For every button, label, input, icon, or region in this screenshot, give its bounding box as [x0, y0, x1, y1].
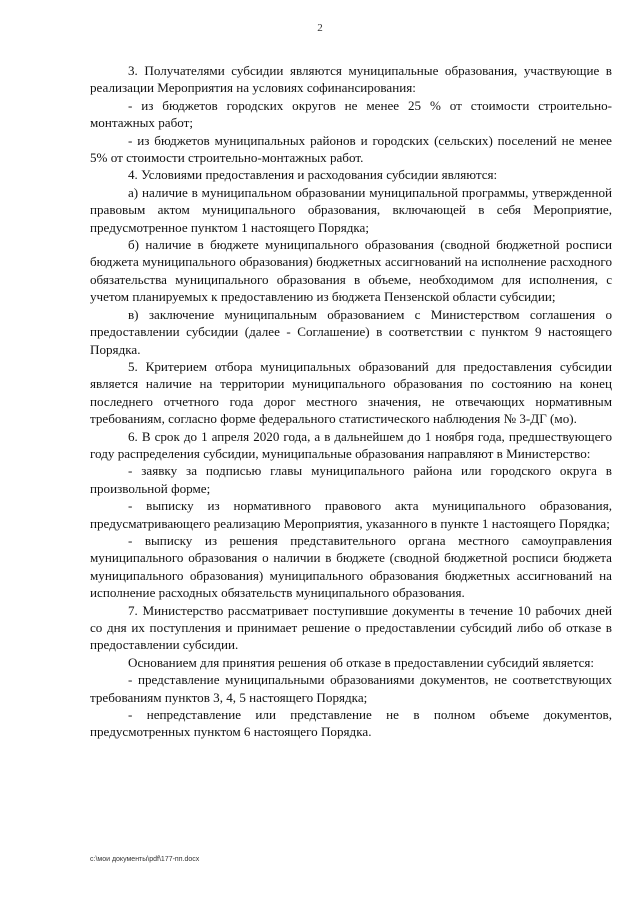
refusal-ground-2: - непредставление или представление не в полном объеме документов, предусмотренных пунктом 6 настоящего Порядка. — [90, 707, 612, 740]
document-body — [90, 62, 612, 741]
paragraph-6-item-3: - выписку из решения представительного органа местного самоуправления муниципального образования о наличии в бюджете (сводной бюджетной росписи бюджета муниципального образования) муниципального образования бюджетных ассигнований на исполнение расходных обязательств муниципального образования. — [90, 532, 612, 601]
paragraph-6-item-1: - заявку за подписью главы муниципального района или городского округа в произвольной форме; — [90, 463, 612, 496]
paragraph-5: 5. Критерием отбора муниципальных образований для предоставления субсидии является наличие на территории муниципального образования по состоянию на конец последнего отчетного года дорог местного значения, не отвечающих нормативным требованиям, согласно форме федерального статистического наблюдения № 3-ДГ (мо). — [90, 358, 612, 427]
paragraph-6-item-2: - выписку из нормативного правового акта муниципального образования, предусматривающего реализацию Мероприятия, указанного в пункте 1 настоящего Порядка; — [90, 498, 612, 531]
refusal-ground-1: - представление муниципальными образованиями документов, не соответствующих требованиям пунктов 3, 4, 5 настоящего Порядка; — [90, 672, 612, 705]
paragraph-6: 6. В срок до 1 апреля 2020 года, а в дальнейшем до 1 ноября года, предшествующего году распределения субсидии, муниципальные образования направляют в Министерство: — [90, 428, 612, 461]
refusal-grounds-intro: Основанием для принятия решения об отказе в предоставлении субсидий является: — [128, 654, 595, 670]
paragraph-3: 3. Получателями субсидии являются муниципальные образования, участвующие в реализации Мероприятия на условиях софинансирования: — [90, 63, 612, 96]
paragraph-7: 7. Министерство рассматривает поступившие документы в течение 10 рабочих дней со дня их поступления и принимает решение о предоставлении субсидий либо об отказе в предоставлении субсидии. — [90, 602, 612, 653]
page-number: 2 — [317, 22, 323, 34]
paragraph-4-item-b: б) наличие в бюджете муниципального образования (сводной бюджетной росписи бюджета муниципального образования) бюджетных ассигнований на исполнение расходного обязательства муниципального образования в объеме, необходимом для исполнения, с учетом планируемых к предоставлению из бюджета Пензенской области субсидии; — [90, 237, 612, 305]
footer-file-path: c:\мои документы\pdf\177-пп.docx — [90, 856, 200, 863]
paragraph-4: 4. Условиями предоставления и расходования субсидии являются: — [128, 167, 498, 183]
paragraph-3-item-2: - из бюджетов муниципальных районов и городских (сельских) поселений не менее 5% от стоимости строительно-монтажных работ. — [90, 132, 612, 166]
paragraph-4-item-a: а) наличие в муниципальном образовании муниципальной программы, утвержденной правовым актом муниципального образования, включающей в себя Мероприятие, предусмотренное пунктом 1 настоящего Порядка; — [90, 184, 612, 235]
paragraph-4-item-c: в) заключение муниципальным образованием с Министерством соглашения о предоставлении субсидии (далее - Соглашение) в соответствии с пунктом 9 настоящего Порядка. — [90, 306, 612, 357]
paragraph-3-item-1: - из бюджетов городских округов не менее 25 % от стоимости строительно-монтажных работ; — [90, 97, 612, 131]
